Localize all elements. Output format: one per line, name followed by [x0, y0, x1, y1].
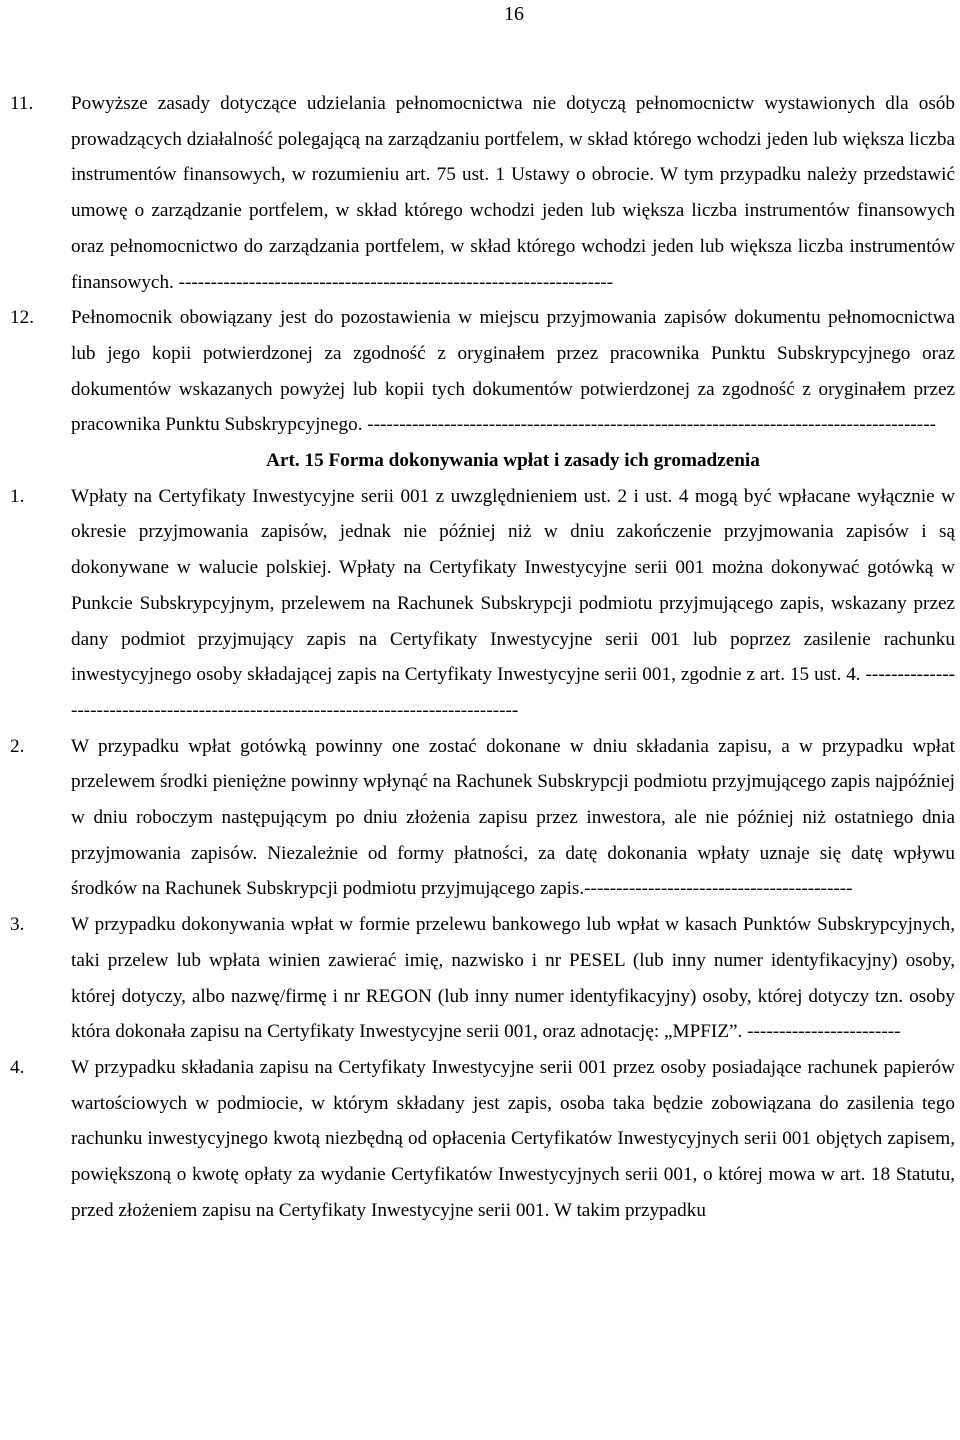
- item-number: 4.: [10, 1056, 25, 1078]
- item-number: 3.: [10, 914, 25, 936]
- item-text: Pełnomocnik obowiązany jest do pozostawienia w miejscu przyjmowania zapisów dokumentu pełnomocnictwa lub jego kopii potwierdzonej za zgodność z oryginałem przez pracownika Punktu Subskrypcyjnego oraz dokumentów wskazanych powyżej lub kopii tych dokumentów potwierdzonej za zgodność z oryginałem przez pracownika Punktu Subskrypcyjnego. -----------------------------------------------------------------------------------------: [71, 307, 955, 436]
- list-item-12: [10, 300, 955, 443]
- item-text: Powyższe zasady dotyczące udzielania pełnomocnictwa nie dotyczą pełnomocnictw wystawionych dla osób prowadzących działalność polegającą na zarządzaniu portfelem, w skład którego wchodzi jeden lub większa liczba instrumentów finansowych, w rozumieniu art. 75 ust. 1 Ustawy o obrocie. W tym przypadku należy przedstawić umowę o zarządzanie portfelem, w skład którego wchodzi jeden lub większa liczba instrumentów finansowych oraz pełnomocnictwo do zarządzania portfelem, w skład którego wchodzi jeden lub większa liczba instrumentów finansowych. --------------------------------------------------------------------: [71, 93, 955, 293]
- list-item-2: [10, 729, 955, 908]
- item-number: 11.: [10, 93, 34, 114]
- item-text: W przypadku wpłat gotówką powinny one zostać dokonane w dniu składania zapisu, a w przypadku wpłat przelewem środki pieniężne powinny wpłynąć na Rachunek Subskrypcji podmiotu przyjmującego zapis najpóźniej w dniu roboczym następującym po dniu złożenia zapisu przez inwestora, ale nie później niż ostatniego dnia przyjmowania zapisów. Niezależnie od formy płatności, za datę dokonania wpłaty uznaje się datę wpływu środków na Rachunek Subskrypcji podmiotu przyjmującego zapis.------------------------------------------: [71, 735, 955, 900]
- item-text: W przypadku dokonywania wpłat w formie przelewu bankowego lub wpłat w kasach Punktów Subskrypcyjnych, taki przelew lub wpłata winien zawierać imię, nazwisko i nr PESEL (lub inny numer identyfikacyjny) osoby, której dotyczy, albo nazwę/firmę i nr REGON (lub inny numer identyfikacyjny) osoby, której dotyczy tzn. osoby która dokonała zapisu na Certyfikaty Inwestycyjne serii 001, oraz adnotację: „MPFIZ”. ------------------------: [71, 914, 955, 1043]
- item-text: Wpłaty na Certyfikaty Inwestycyjne serii 001 z uwzględnieniem ust. 2 i ust. 4 mogą być wpłacane wyłącznie w okresie przyjmowania zapisów, jednak nie później niż w dniu zakończenie przyjmowania zapisów i są dokonywane w walucie polskiej. Wpłaty na Certyfikaty Inwestycyjne serii 001 można dokonywać gotówką w Punkcie Subskrypcyjnym, przelewem na Rachunek Subskrypcji podmiotu przyjmującego zapis, wskazany przez dany podmiot przyjmujący zapis na Certyfikaty Inwestycyjne serii 001 lub poprzez zasilenie rachunku inwestycyjnego osoby składającej zapis na Certyfikaty Inwestycyjne serii 001, zgodnie z art. 15 ust. 4. ------------------------------------------------------------------------------------: [71, 485, 955, 721]
- list-item-11: [10, 86, 955, 300]
- list-item-1: [10, 479, 955, 729]
- item-number: 12.: [10, 307, 34, 329]
- article-heading: Art. 15 Forma dokonywania wpłat i zasady ich gromadzenia: [266, 450, 760, 472]
- page-number: 16: [504, 3, 524, 25]
- list-item-3: [10, 907, 955, 1050]
- item-text: W przypadku składania zapisu na Certyfikaty Inwestycyjne serii 001 przez osoby posiadające rachunek papierów wartościowych w podmiocie, w którym składany jest zapis, osoba taka będzie zobowiązana do zasilenia tego rachunku inwestycyjnego kwotą niezbędną od opłacenia Certyfikatów Inwestycyjnych serii 001 objętych zapisem, powiększoną o kwotę opłaty za wydanie Certyfikatów Inwestycyjnych serii 001, o której mowa w art. 18 Statutu, przed złożeniem zapisu na Certyfikaty Inwestycyjne serii 001. W takim przypadku: [71, 1056, 955, 1221]
- item-number: 1.: [10, 485, 25, 507]
- item-number: 2.: [10, 735, 25, 757]
- list-item-4: [10, 1050, 955, 1229]
- document-body: [10, 86, 955, 1229]
